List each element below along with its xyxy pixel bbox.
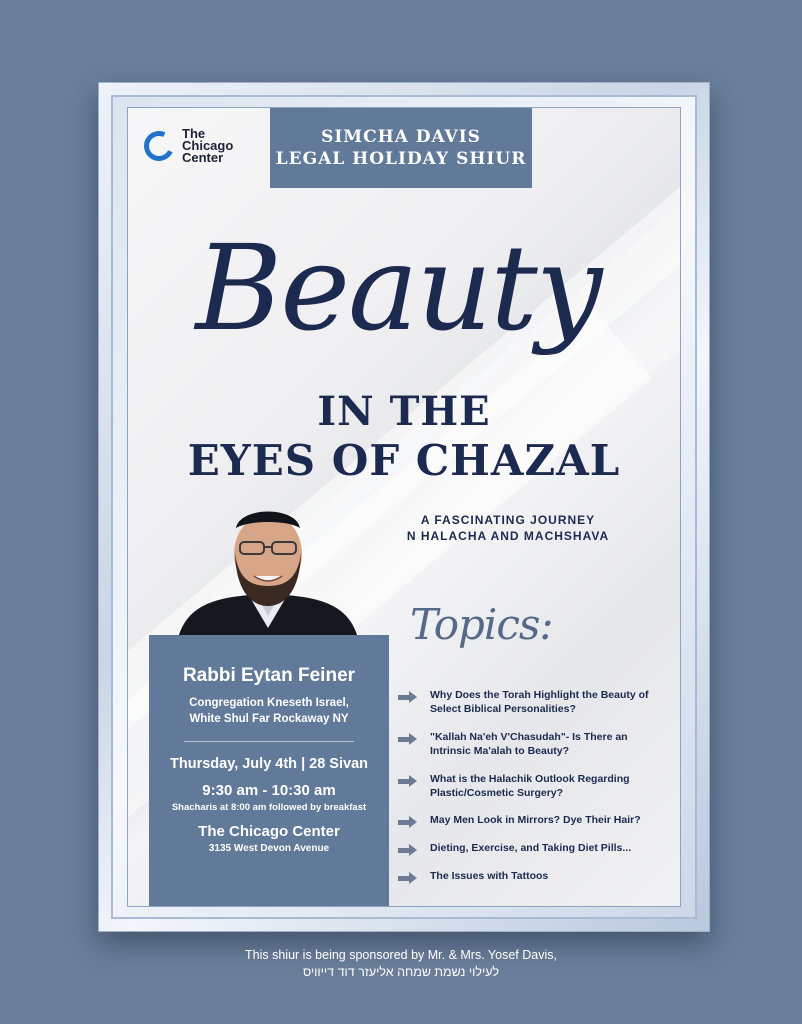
topic-item [398, 813, 678, 841]
arrow-right-icon [398, 775, 418, 787]
topic-text [430, 841, 631, 855]
subtitle-line-2: N HALACHA AND MACHSHAVA [406, 529, 610, 543]
topic-text [430, 869, 548, 883]
arrow-right-icon [398, 733, 418, 745]
topic-line-2: Select Biblical Personalities? [430, 703, 576, 715]
event-time: 9:30 am - 10:30 am [202, 782, 336, 799]
logo-line-2: Chicago [182, 138, 234, 153]
arrow-right-icon [398, 872, 418, 884]
topic-item [398, 841, 678, 869]
topic-item [398, 772, 678, 813]
event-venue: The Chicago Center [198, 823, 340, 840]
topic-item [398, 869, 678, 897]
title-line-3: EYES OF CHAZAL [187, 436, 621, 485]
subtitle-line-1: A FASCINATING JOURNEY [420, 513, 596, 527]
congregation-line-1: Congregation Kneseth Israel, [189, 697, 349, 709]
event-shacharis: Shacharis at 8:00 am followed by breakfast [171, 802, 367, 813]
arrow-right-icon [398, 691, 418, 703]
logo-text [182, 128, 233, 164]
arrow-right-icon [398, 816, 418, 828]
topic-line-1: The Issues with Tattoos [430, 870, 549, 882]
topic-text [430, 813, 641, 827]
topic-item [398, 688, 678, 730]
topic-text [430, 730, 628, 758]
topic-item [398, 730, 678, 772]
arrow-right-icon [398, 844, 418, 856]
title-line-2: IN THE [317, 388, 491, 435]
event-address: 3135 West Devon Avenue [208, 843, 330, 854]
speaker-name: Rabbi Eytan Feiner [182, 665, 356, 686]
header-line-2: LEGAL HOLIDAY SHIUR [275, 149, 527, 169]
logo-line-3: Center [182, 150, 224, 165]
divider [184, 741, 354, 742]
header-line-1: SIMCHA DAVIS [321, 127, 481, 147]
chicago-center-logo [144, 128, 233, 164]
logo-line-1: The [182, 126, 206, 141]
topic-text [430, 772, 630, 800]
topic-line-1: "Kallah Na'eh V'Chasudah"- Is There an [430, 731, 628, 743]
sponsor-footer [0, 947, 802, 981]
topic-line-1: Dieting, Exercise, and Taking Diet Pills... [430, 842, 632, 854]
poster [127, 107, 681, 907]
logo-ring-icon [140, 127, 178, 165]
sponsor-line: This shiur is being sponsored by Mr. & Mrs. Yosef Davis, [245, 948, 557, 962]
topics-list [398, 688, 678, 897]
topic-line-1: Why Does the Torah Highlight the Beauty of [430, 689, 649, 701]
subtitle [378, 512, 638, 544]
topics-title: Topics: [410, 600, 553, 649]
series-header [270, 108, 532, 188]
topic-line-1: May Men Look in Mirrors? Dye Their Hair? [430, 814, 641, 826]
congregation-line-2: White Shul Far Rockaway NY [189, 713, 349, 725]
speaker-congregation [149, 695, 389, 727]
topic-line-1: What is the Halachik Outlook Regarding [430, 773, 630, 785]
speaker-photo [178, 498, 358, 638]
topic-text [430, 688, 649, 716]
dedication-line: לעילוי נשמת שמחה אליעזר דוד דייוויס [302, 965, 499, 979]
speaker-info-box [149, 635, 389, 906]
title-script: Beauty [195, 219, 601, 357]
topic-line-2: Plastic/Cosmetic Surgery? [430, 787, 564, 799]
event-date: Thursday, July 4th | 28 Sivan [170, 756, 368, 772]
topic-line-2: Intrinsic Ma'alah to Beauty? [430, 745, 570, 757]
